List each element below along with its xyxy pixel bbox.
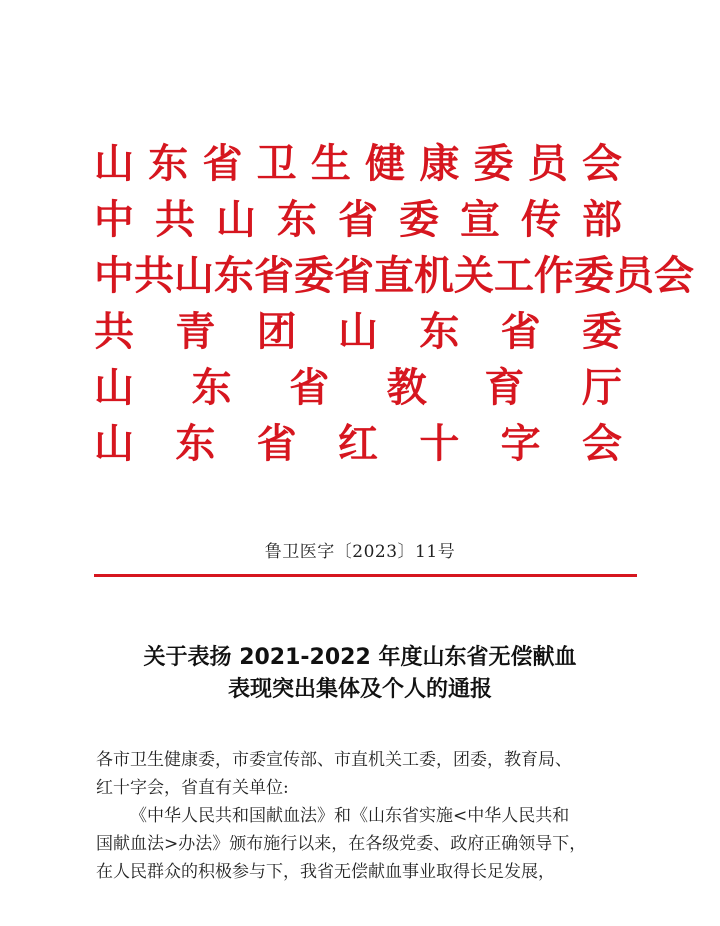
issuer-character: 厅: [581, 365, 622, 411]
issuer-character: 省: [334, 253, 374, 299]
issuer-character: 省: [202, 141, 243, 187]
issuer-character: 直: [374, 253, 414, 299]
document-number: 鲁卫医字〔2023〕11号: [264, 542, 456, 562]
issuer-character: 工: [494, 253, 534, 299]
issuer-character: 山: [94, 421, 134, 467]
issuer-character: 员: [614, 253, 654, 299]
issuer-character: 作: [534, 253, 574, 299]
document-body: [96, 746, 636, 886]
issuer-character: 生: [310, 141, 351, 187]
issuer-character: 省: [289, 365, 330, 411]
recipients-line-1: 各市卫生健康委，市委宣传部、市直机关工委，团委，教育局、: [96, 750, 572, 770]
issuer-character: 东: [191, 365, 232, 411]
issuer-character: 山: [337, 309, 378, 355]
issuer-character: 中: [94, 197, 134, 243]
issuer-line-education-department: [94, 360, 622, 416]
paragraph-1-line-3: 在人民群众的积极参与下，我省无偿献血事业取得长足发展，: [96, 862, 555, 882]
issuer-character: 卫: [256, 141, 297, 187]
issuer-character: 健: [365, 141, 406, 187]
issuer-character: 共: [94, 309, 134, 355]
issuer-character: 山: [94, 141, 134, 187]
document-title-line-2: 表现突出集体及个人的通报: [227, 677, 492, 702]
issuer-character: 团: [256, 309, 297, 355]
document-title: [0, 642, 720, 706]
issuer-character: 委: [399, 197, 439, 243]
issuer-character: 省: [256, 421, 297, 467]
issuer-line-youth-league: [94, 304, 622, 360]
issuer-character: 会: [581, 421, 622, 467]
issuer-character: 教: [386, 365, 427, 411]
paragraph-1-line-2: 国献血法>办法》颁布施行以来，在各级党委、政府正确领导下，: [96, 834, 587, 854]
issuer-character: 红: [337, 421, 378, 467]
issuer-character: 委: [581, 309, 622, 355]
issuer-character: 康: [419, 141, 460, 187]
issuer-character: 育: [484, 365, 525, 411]
issuer-character: 山: [174, 253, 214, 299]
issuer-character: 委: [294, 253, 334, 299]
issuer-character: 部: [582, 197, 622, 243]
issuer-character: 员: [527, 141, 568, 187]
issuer-character: 机: [414, 253, 454, 299]
issuer-character: 委: [473, 141, 514, 187]
issuer-character: 字: [500, 421, 541, 467]
issuing-agencies-header: [94, 136, 694, 472]
issuer-character: 山: [94, 365, 134, 411]
issuer-character: 会: [654, 253, 694, 299]
document-title-line-1: 关于表扬 2021-2022 年度山东省无偿献血: [143, 645, 577, 670]
issuer-character: 会: [581, 141, 622, 187]
issuer-character: 东: [419, 309, 460, 355]
paragraph-1-line-1: 《中华人民共和国献血法》和《山东省实施<中华人民共和: [130, 806, 570, 826]
issuer-character: 省: [500, 309, 541, 355]
issuer-line-red-cross: [94, 416, 622, 472]
issuer-line-provincial-organs-work-committee: [94, 248, 694, 304]
issuer-character: 东: [214, 253, 254, 299]
issuer-character: 关: [454, 253, 494, 299]
red-divider-line: [94, 574, 637, 577]
issuer-character: 中: [94, 253, 134, 299]
issuer-character: 共: [155, 197, 195, 243]
issuer-character: 共: [134, 253, 174, 299]
issuer-line-propaganda-department: [94, 192, 622, 248]
issuer-character: 山: [216, 197, 256, 243]
issuer-character: 省: [254, 253, 294, 299]
issuer-character: 传: [521, 197, 561, 243]
issuer-line-health-commission: [94, 136, 622, 192]
recipients-line-2: 红十字会，省直有关单位:: [96, 778, 289, 798]
issuer-character: 东: [148, 141, 189, 187]
issuer-character: 十: [419, 421, 460, 467]
issuer-character: 东: [277, 197, 317, 243]
issuer-character: 东: [175, 421, 216, 467]
issuer-character: 委: [574, 253, 614, 299]
issuer-character: 宣: [460, 197, 500, 243]
issuer-character: 青: [175, 309, 216, 355]
issuer-character: 省: [338, 197, 378, 243]
